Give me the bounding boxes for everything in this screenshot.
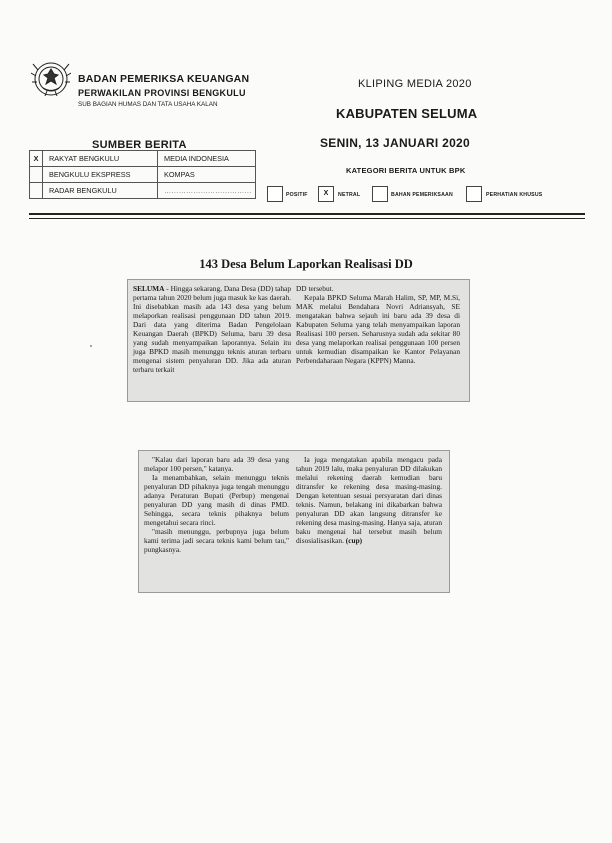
source-mark	[30, 183, 43, 199]
label-perhatian-khusus: PERHATIAN KHUSUS	[486, 192, 543, 198]
dateline: SELUMA	[133, 284, 165, 293]
scan-speck	[90, 345, 92, 347]
kliping-title: KLIPING MEDIA 2020	[358, 78, 472, 90]
source-left: RAKYAT BENGKULU	[43, 151, 158, 167]
paragraph: "masih menunggu, perbupnya juga belum kami terima jadi secara teknis kami belum tau," pungkasnya.	[144, 526, 289, 554]
paragraph: "Kalau dari laporan baru ada 39 desa yang melapor 100 persen," katanya.	[144, 455, 289, 473]
divider	[29, 218, 585, 219]
org-subdivision: SUB BAGIAN HUMAS DAN TATA USAHA KALAN	[78, 101, 218, 108]
kabupaten-title: KABUPATEN SELUMA	[336, 106, 478, 121]
bpk-logo-icon	[31, 58, 71, 100]
author-signature: (cup)	[343, 535, 363, 545]
paragraph: Ia menambahkan, selain menunggu teknis penyaluran DD pihaknya juga tengah menunggu adanya Peraturan Bupati (Perbup) mengenai penyaluran DD yang masih di dinas PMD. Sehingga, secara teknis pihaknya belum mengetahui secara rinci.	[144, 472, 289, 527]
label-netral: NETRAL	[338, 192, 361, 198]
divider	[29, 213, 585, 215]
source-left: BENGKULU EKSPRESS	[43, 167, 158, 183]
clip2-col2	[296, 456, 442, 546]
source-row	[30, 151, 256, 167]
paragraph: DD tersebut.	[296, 284, 334, 293]
source-row	[30, 167, 256, 183]
source-right: MEDIA INDONESIA	[158, 151, 256, 167]
org-name: BADAN PEMERIKSA KEUANGAN	[78, 73, 250, 85]
checkbox-bahan-pemeriksaan	[372, 186, 388, 202]
checkbox-positif	[267, 186, 283, 202]
article-clip-2	[138, 450, 450, 593]
source-right: KOMPAS	[158, 167, 256, 183]
clip1-col1	[133, 285, 291, 375]
sumber-berita-title: SUMBER BERITA	[92, 139, 187, 151]
article-clip-1	[127, 279, 470, 402]
clip2-col1	[144, 456, 289, 554]
label-bahan-pemeriksaan: BAHAN PEMERIKSAAN	[391, 192, 453, 198]
label-positif: POSITIF	[286, 192, 308, 198]
date-title: SENIN, 13 JANUARI 2020	[320, 136, 470, 150]
paragraph: - Hingga sekarang, Dana Desa (DD) tahap pertama tahun 2020 belum juga masuk ke kas daerah. Ini disebabkan masih ada 143 desa yang belum melaporkan realisasi penggunaan DD tahun 2019. Dari data yang diterima Badan Pengelolaan Keuangan Daerah (BPKD) Seluma, baru 39 desa yang sudah menyampaikan laporannya. Selain itu juga BPKD masih menunggu teknis aturan terbaru mengenai sistem penyaluran DD. Jika ada aturan terbaru terkait	[133, 284, 291, 374]
paragraph: Kepala BPKD Seluma Marah Halim, SP, MP, M.Si, MAK melalui Bendahara Novri Adriansyah, SE mengatakan bahwa sejauh ini baru ada 39 desa di Kabupaten Seluma yang telah menyampaikan laporan Realisasi 100 persen. Seharusnya sudah ada sekitar 80 desa yang melaporkan realisai penggunaan 100 persen untuk kemudian disampaikan ke Kantor Pelayanan Perbendaharaan Negara (KPPN) Manna.	[296, 292, 460, 365]
clip1-col2	[296, 285, 460, 366]
source-mark	[30, 167, 43, 183]
source-row	[30, 183, 256, 199]
source-left: RADAR BENGKULU	[43, 183, 158, 199]
source-right: ………………………………	[158, 183, 256, 199]
source-mark: X	[30, 151, 43, 167]
checkbox-perhatian-khusus	[466, 186, 482, 202]
kategori-title: KATEGORI BERITA UNTUK BPK	[346, 166, 466, 175]
article-headline: 143 Desa Belum Laporkan Realisasi DD	[199, 257, 413, 271]
paragraph: Ia juga mengatakan apabila mengacu pada tahun 2019 lalu, maka penyaluran DD dilakukan melalui rekening daerah kemudian baru ditransfer ke rekening desa masing-masing. Dengan ketentuan sesuai persyaratan dari dinas teknis. Namun, belakang ini dikabarkan bahwa penyaluran DD akan langsung ditransfer ke rekening desa masing-masing. Hanya saja, aturan baku mengenai hal tersebut masih belum disosialisasikan.	[296, 455, 442, 545]
org-branch: PERWAKILAN PROVINSI BENGKULU	[78, 88, 246, 98]
checkbox-netral: X	[318, 186, 334, 202]
source-table	[29, 150, 256, 199]
